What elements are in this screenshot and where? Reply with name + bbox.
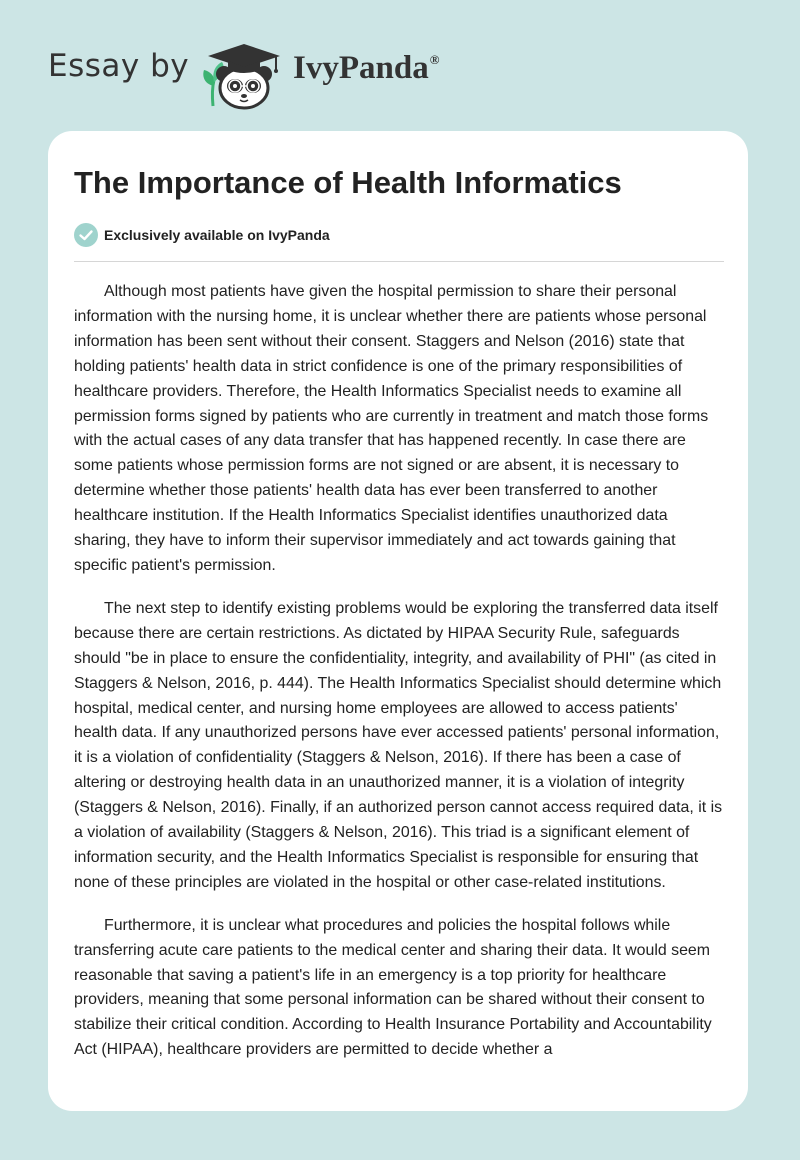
exclusive-badge-label: Exclusively available on IvyPanda [104,227,330,243]
panda-graduate-icon[interactable] [200,36,288,110]
exclusive-badge [74,222,330,248]
brand-prefix: Essay by [48,48,190,84]
essay-card [48,131,748,1111]
paragraph: The next step to identify existing problems would be exploring the transferred data itself because there are certain restrictions. As dictated by HIPAA Security Rule, safeguards should "be in place to ensure the confidentiality, integrity, and availability of PHI" (as cited in Staggers & Nelson, 2016, p. 444). The Health Informatics Specialist should determine which hospital, medical center, and nursing home employees are allowed to access patients' health data. If any unauthorized persons have ever accessed patients' personal information, it is a violation of confidentiality (Staggers & Nelson, 2016). If there has been a case of altering or destroying health data in an unauthorized manner, it is a violation of integrity (Staggers & Nelson, 2016). Finally, if an authorized person cannot access required data, it is a violation of availability (Staggers & Nelson, 2016). This triad is a significant element of information security, and the Health Informatics Specialist is responsible for ensuring that none of these principles are violated in the hospital or other case-related institutions. [74,599,723,891]
paragraph: Although most patients have given the hospital permission to share their personal information with the nursing home, it is unclear whether there are patients whose personal information has been sent without their consent. Staggers and Nelson (2016) state that holding patients' health data in strict confidence is one of the primary responsibilities of healthcare providers. Therefore, the Health Informatics Specialist needs to examine all permission forms signed by patients who are currently in treatment and match those forms with the actual cases of any data transfer that has happened recently. In case there are some patients whose permission forms are not signed or are absent, it is necessary to determine whether those patients' health data has ever been transferred to another healthcare institution. If the Health Informatics Specialist identifies unauthorized data sharing, they have to inform their supervisor immediately and act towards gaining that specific patient's permission. [74,283,709,574]
paragraph: Furthermore, it is unclear what procedures and policies the hospital follows while transferring acute care patients to the medical center and sharing their data. It would seem reasonable that saving a patient's life in an emergency is a top priority for healthcare providers, meaning that some personal information can be shared without their consent to stabilize their critical condition. According to Health Insurance Portability and Accountability Act (HIPAA), healthcare providers are permitted to decide whether a [74,916,712,1059]
page-title: The Importance of Health Informatics [74,165,622,200]
essay-body [74,280,724,1081]
brand-name[interactable]: IvyPanda® [293,50,440,86]
title-divider [74,261,724,262]
site-header [0,0,800,130]
check-circle-icon [74,223,98,247]
registered-mark: ® [429,52,440,67]
